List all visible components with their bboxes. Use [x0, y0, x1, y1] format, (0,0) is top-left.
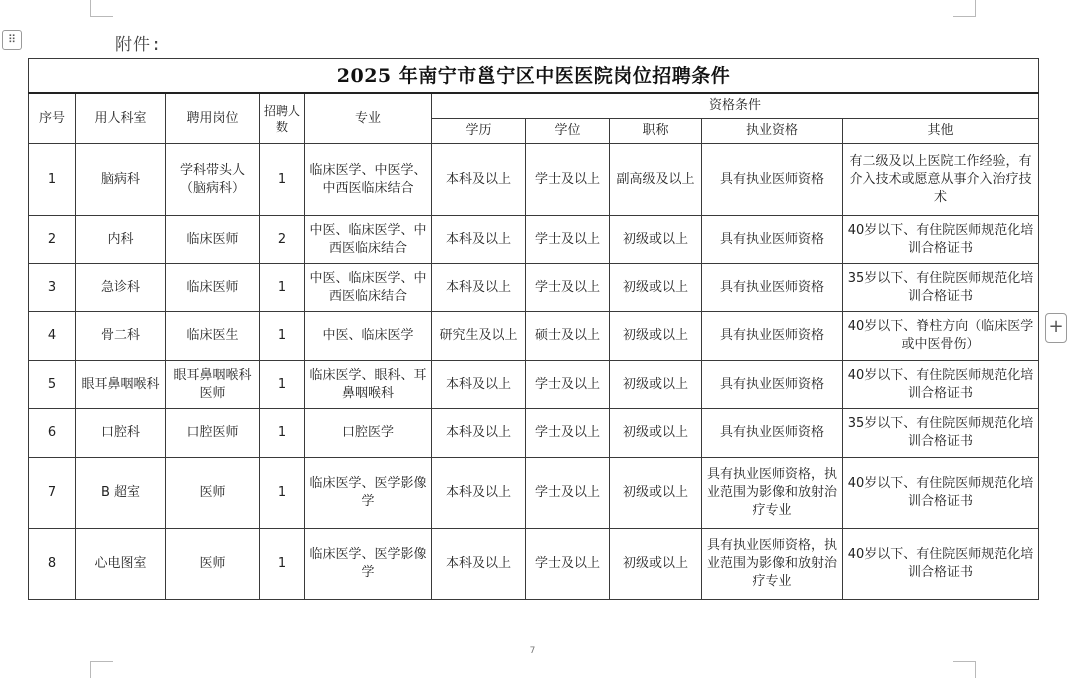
- cell-license: 具有执业医师资格: [702, 409, 843, 458]
- cell-license: 具有执业医师资格: [702, 264, 843, 312]
- cell-major: 口腔医学: [305, 409, 432, 458]
- crop-mark-top-left: [90, 0, 113, 17]
- cell-position: 医师: [166, 529, 260, 600]
- cell-count: 1: [260, 529, 305, 600]
- cell-dept: B 超室: [76, 458, 166, 529]
- cell-title-rank: 初级或以上: [610, 361, 702, 409]
- cell-other: 40岁以下、有住院医师规范化培训合格证书: [843, 216, 1039, 264]
- cell-count: 1: [260, 312, 305, 361]
- header-degree: 学位: [526, 119, 610, 144]
- cell-seq: 6: [29, 409, 76, 458]
- crop-mark-top-right: [953, 0, 976, 17]
- cell-dept: 脑病科: [76, 144, 166, 216]
- cell-license: 具有执业医师资格，执业范围为影像和放射治疗专业: [702, 458, 843, 529]
- header-position: 聘用岗位: [166, 93, 260, 144]
- cell-title-rank: 副高级及以上: [610, 144, 702, 216]
- cell-license: 具有执业医师资格: [702, 144, 843, 216]
- cell-major: 中医、临床医学、中西医临床结合: [305, 216, 432, 264]
- crop-mark-bottom-right: [953, 661, 976, 678]
- crop-mark-bottom-left: [90, 661, 113, 678]
- cell-dept: 骨二科: [76, 312, 166, 361]
- recruitment-table: [28, 58, 1039, 600]
- header-major: 专业: [305, 93, 432, 144]
- cell-count: 2: [260, 216, 305, 264]
- cell-license: 具有执业医师资格: [702, 216, 843, 264]
- cell-title-rank: 初级或以上: [610, 216, 702, 264]
- cell-degree: 学士及以上: [526, 529, 610, 600]
- header-title-rank: 职称: [610, 119, 702, 144]
- cell-other: 40岁以下、有住院医师规范化培训合格证书: [843, 361, 1039, 409]
- cell-position: 医师: [166, 458, 260, 529]
- table-row: [29, 216, 1039, 264]
- attachment-label: 附件:: [115, 35, 163, 55]
- page-title: 2025 年南宁市邕宁区中医医院岗位招聘条件: [29, 59, 1039, 94]
- cell-major: 中医、临床医学、中西医临床结合: [305, 264, 432, 312]
- table-row: [29, 409, 1039, 458]
- cell-other: 40岁以下、有住院医师规范化培训合格证书: [843, 458, 1039, 529]
- cell-license: 具有执业医师资格: [702, 312, 843, 361]
- cell-count: 1: [260, 144, 305, 216]
- cell-degree: 学士及以上: [526, 144, 610, 216]
- header-count: 招聘人数: [260, 93, 305, 144]
- cell-degree: 学士及以上: [526, 458, 610, 529]
- cell-other: 有二级及以上医院工作经验，有介入技术或愿意从事介入治疗技术: [843, 144, 1039, 216]
- cell-education: 本科及以上: [432, 409, 526, 458]
- table-row: [29, 264, 1039, 312]
- cell-major: 临床医学、中医学、中西医临床结合: [305, 144, 432, 216]
- cell-dept: 内科: [76, 216, 166, 264]
- cell-education: 本科及以上: [432, 216, 526, 264]
- header-seq: 序号: [29, 93, 76, 144]
- cell-seq: 5: [29, 361, 76, 409]
- table-row: [29, 144, 1039, 216]
- cell-degree: 学士及以上: [526, 264, 610, 312]
- cell-title-rank: 初级或以上: [610, 458, 702, 529]
- cell-education: 本科及以上: [432, 361, 526, 409]
- cell-seq: 1: [29, 144, 76, 216]
- cell-seq: 4: [29, 312, 76, 361]
- page-number: 7: [529, 646, 536, 656]
- cell-education: 本科及以上: [432, 264, 526, 312]
- cell-seq: 2: [29, 216, 76, 264]
- cell-license: 具有执业医师资格，执业范围为影像和放射治疗专业: [702, 529, 843, 600]
- cell-other: 40岁以下、有住院医师规范化培训合格证书: [843, 529, 1039, 600]
- cell-position: 眼耳鼻咽喉科医师: [166, 361, 260, 409]
- cell-seq: 8: [29, 529, 76, 600]
- cell-major: 临床医学、眼科、耳鼻咽喉科: [305, 361, 432, 409]
- cell-count: 1: [260, 458, 305, 529]
- table-row: [29, 361, 1039, 409]
- cell-other: 40岁以下、脊柱方向（临床医学或中医骨伤）: [843, 312, 1039, 361]
- header-license: 执业资格: [702, 119, 843, 144]
- header-dept: 用人科室: [76, 93, 166, 144]
- table-move-handle-icon[interactable]: ⠿: [2, 30, 22, 50]
- cell-count: 1: [260, 409, 305, 458]
- cell-education: 本科及以上: [432, 144, 526, 216]
- cell-education: 本科及以上: [432, 529, 526, 600]
- cell-position: 临床医生: [166, 312, 260, 361]
- cell-title-rank: 初级或以上: [610, 409, 702, 458]
- cell-degree: 学士及以上: [526, 409, 610, 458]
- cell-dept: 急诊科: [76, 264, 166, 312]
- cell-seq: 3: [29, 264, 76, 312]
- cell-position: 临床医师: [166, 216, 260, 264]
- cell-title-rank: 初级或以上: [610, 264, 702, 312]
- cell-major: 临床医学、医学影像学: [305, 529, 432, 600]
- header-other: 其他: [843, 119, 1039, 144]
- cell-count: 1: [260, 264, 305, 312]
- cell-count: 1: [260, 361, 305, 409]
- cell-license: 具有执业医师资格: [702, 361, 843, 409]
- cell-position: 临床医师: [166, 264, 260, 312]
- header-education: 学历: [432, 119, 526, 144]
- cell-degree: 学士及以上: [526, 361, 610, 409]
- cell-major: 中医、临床医学: [305, 312, 432, 361]
- cell-degree: 学士及以上: [526, 216, 610, 264]
- table-row: [29, 529, 1039, 600]
- cell-position: 口腔医师: [166, 409, 260, 458]
- cell-other: 35岁以下、有住院医师规范化培训合格证书: [843, 264, 1039, 312]
- cell-dept: 眼耳鼻咽喉科: [76, 361, 166, 409]
- table-row: [29, 458, 1039, 529]
- cell-education: 研究生及以上: [432, 312, 526, 361]
- cell-title-rank: 初级或以上: [610, 312, 702, 361]
- cell-dept: 心电图室: [76, 529, 166, 600]
- cell-other: 35岁以下、有住院医师规范化培训合格证书: [843, 409, 1039, 458]
- table-row: [29, 312, 1039, 361]
- header-qualifications: 资格条件: [432, 93, 1039, 119]
- cell-seq: 7: [29, 458, 76, 529]
- cell-degree: 硕士及以上: [526, 312, 610, 361]
- cell-position: 学科带头人（脑病科）: [166, 144, 260, 216]
- cell-major: 临床医学、医学影像学: [305, 458, 432, 529]
- cell-title-rank: 初级或以上: [610, 529, 702, 600]
- add-column-plus-icon[interactable]: +: [1045, 313, 1067, 343]
- cell-dept: 口腔科: [76, 409, 166, 458]
- cell-education: 本科及以上: [432, 458, 526, 529]
